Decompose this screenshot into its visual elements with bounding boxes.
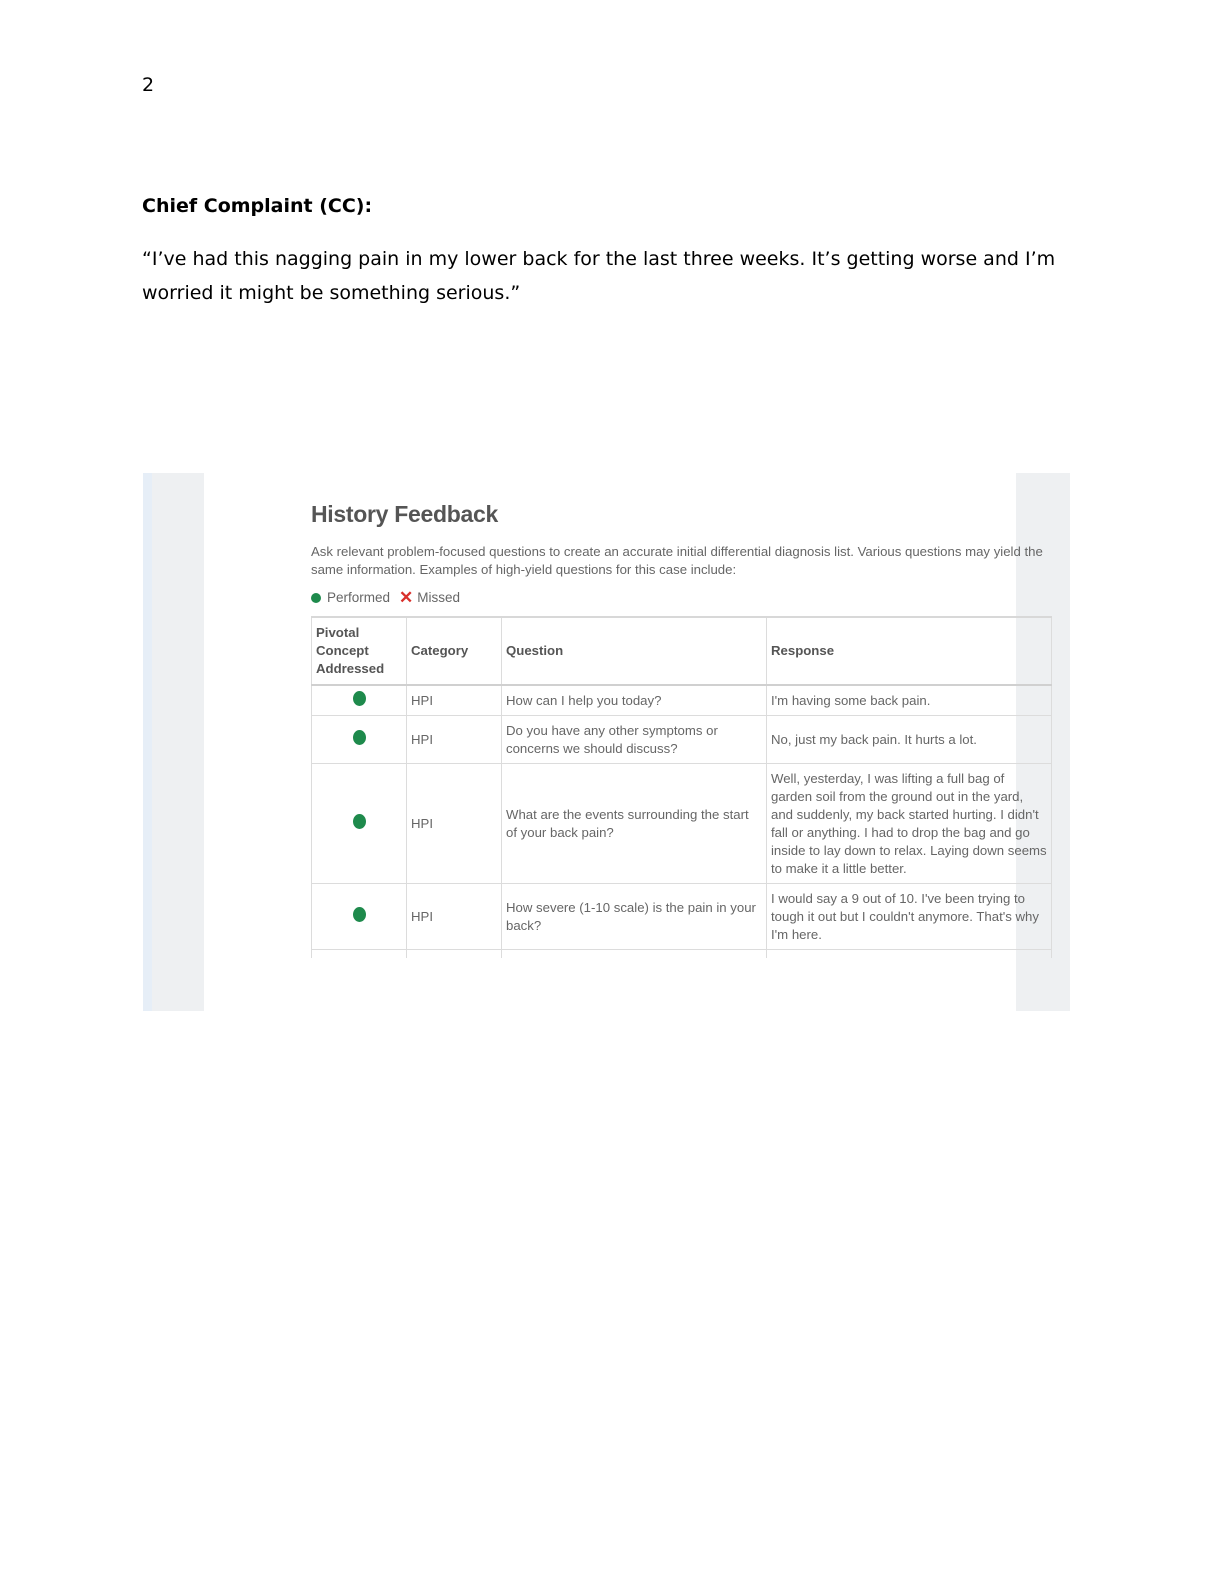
table-row: [312, 716, 1052, 764]
empty-cell: [407, 950, 502, 959]
empty-cell: [502, 950, 767, 959]
column-header-category: Category: [407, 617, 502, 685]
question-cell: What are the events surrounding the start of your back pain?: [502, 764, 767, 884]
history-feedback-table: [311, 616, 1052, 958]
response-cell: I would say a 9 out of 10. I've been trying to tough it out but I couldn't anymore. That's why I'm here.: [767, 884, 1052, 950]
status-cell: [312, 764, 407, 884]
table-row-partial: [312, 950, 1052, 959]
quote-line-2: worried it might be something serious.”: [142, 282, 521, 304]
performed-dot-icon: [353, 814, 366, 829]
status-cell: [312, 884, 407, 950]
table-row: [312, 764, 1052, 884]
column-header-pivotal: Pivotal Concept Addressed: [312, 617, 407, 685]
table-row: [312, 884, 1052, 950]
chief-complaint-quote: [142, 242, 1072, 310]
history-feedback-title: History Feedback: [311, 501, 498, 527]
legend-missed-label: Missed: [417, 590, 461, 605]
category-cell: HPI: [407, 716, 502, 764]
question-cell: Do you have any other symptoms or concerns we should discuss?: [502, 716, 767, 764]
history-feedback-screenshot: [143, 473, 1070, 1011]
category-cell: HPI: [407, 884, 502, 950]
status-cell: [312, 716, 407, 764]
legend-performed-label: Performed: [327, 590, 391, 605]
response-cell: No, just my back pain. It hurts a lot.: [767, 716, 1052, 764]
category-cell: HPI: [407, 764, 502, 884]
history-feedback-description: Ask relevant problem-focused questions to create an accurate initial differential diagnosis list. Various questions may yield the same information. Examples of high-yield questions for this case include:: [311, 544, 1043, 577]
column-header-response: Response: [767, 617, 1052, 685]
page-number: 2: [142, 74, 155, 96]
missed-x-icon: ✕: [399, 588, 414, 607]
status-cell: [312, 685, 407, 716]
screenshot-left-gutter: [143, 473, 204, 1011]
response-cell: I'm having some back pain.: [767, 685, 1052, 716]
question-cell: How can I help you today?: [502, 685, 767, 716]
empty-cell: [767, 950, 1052, 959]
response-cell: Well, yesterday, I was lifting a full bag of garden soil from the ground out in the yard, and suddenly, my back started hurting. I didn't fall or anything. I had to drop the bag and go inside to lay down to relax. Laying down seems to make it a little better.: [767, 764, 1052, 884]
table-header-row: [312, 617, 1052, 685]
performed-dot-icon: [353, 907, 366, 922]
table-row: [312, 685, 1052, 716]
question-cell: How severe (1-10 scale) is the pain in your back?: [502, 884, 767, 950]
history-feedback-panel: [311, 501, 1047, 1011]
category-cell: HPI: [407, 685, 502, 716]
empty-cell: [312, 950, 407, 959]
performed-dot-icon: [311, 593, 321, 603]
performed-dot-icon: [353, 691, 366, 706]
column-header-question: Question: [502, 617, 767, 685]
status-legend: [311, 589, 1016, 606]
quote-line-1: “I’ve had this nagging pain in my lower back for the last three weeks. It’s getting worse and I’m: [142, 248, 1056, 270]
performed-dot-icon: [353, 730, 366, 745]
chief-complaint-heading: Chief Complaint (CC):: [142, 195, 373, 217]
